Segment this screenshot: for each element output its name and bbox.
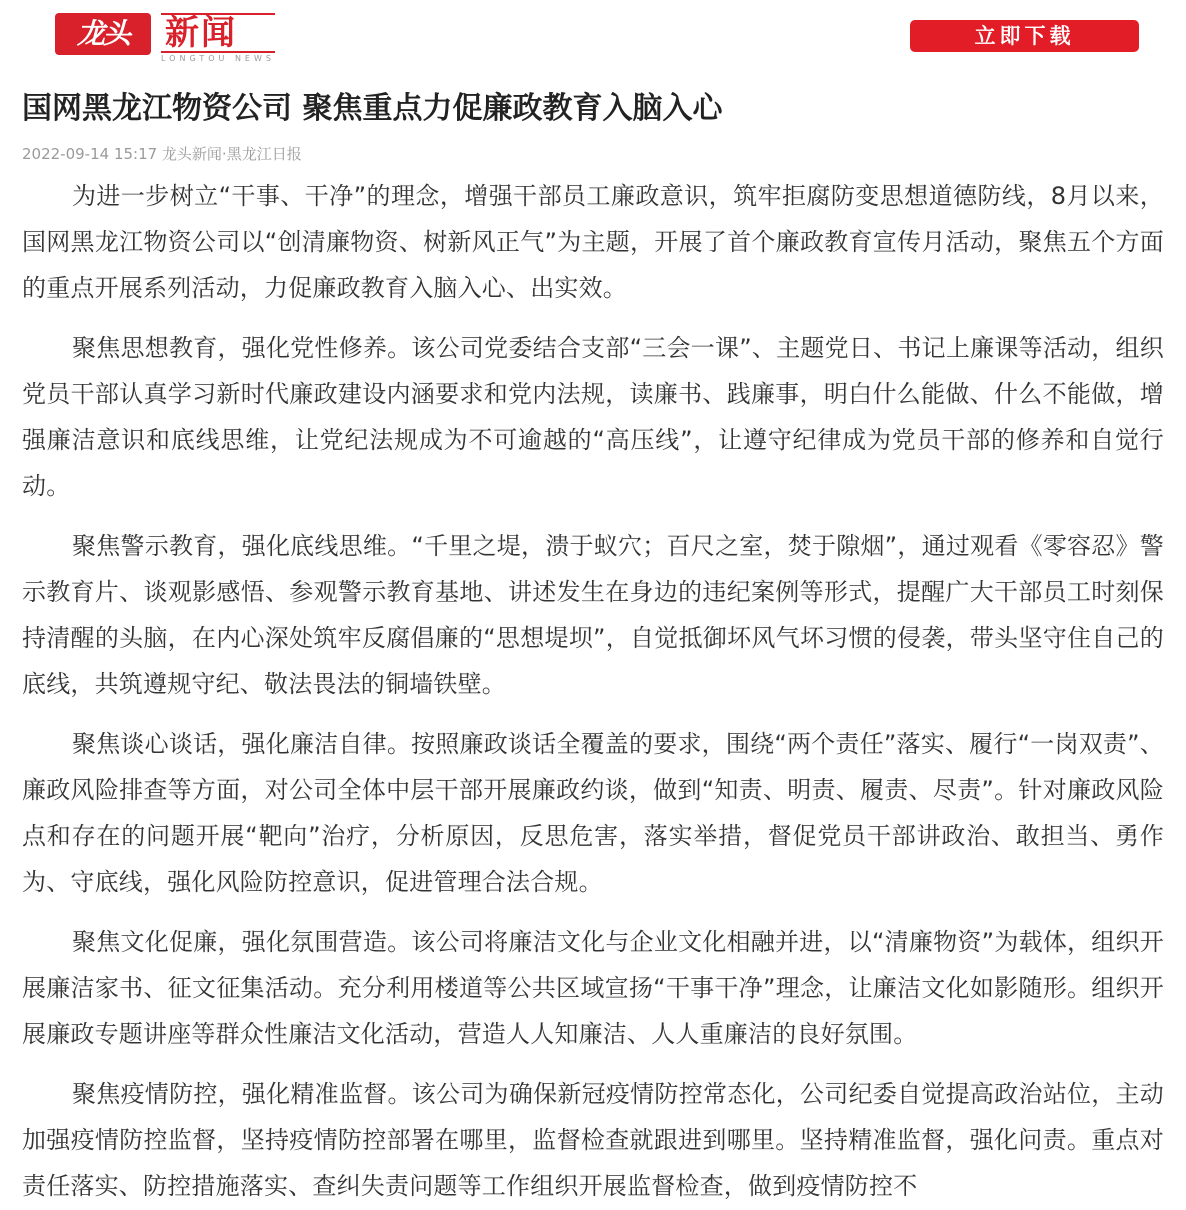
logo-main-text: 新闻 bbox=[161, 13, 275, 53]
article-paragraph: 聚焦疫情防控，强化精准监督。该公司为确保新冠疫情防控常态化，公司纪委自觉提高政治站位，主动加强疫情防控监督，坚持疫情防控部署在哪里，监督检查就跟进到哪里。坚持精准监督，强化问责。重点对责任落实、防控措施落实、查纠失责问题等工作组织开展监督检查，做到疫情防控不 bbox=[22, 1080, 1164, 1200]
article-paragraph: 聚焦谈心谈话，强化廉洁自律。按照廉政谈话全覆盖的要求，围绕“两个责任”落实、履行“一岗双责”、廉政风险排查等方面，对公司全体中层干部开展廉政约谈，做到“知责、明责、履责、尽责”。针对廉政风险点和存在的问题开展“靶向”治疗，分析原因，反思危害，落实举措，督促党员干部讲政治、敢担当、勇作为、守底线，强化风险防控意识，促进管理合法合规。 bbox=[22, 730, 1164, 896]
article-paragraph: 聚焦思想教育，强化党性修养。该公司党委结合支部“三会一课”、主题党日、书记上廉课等活动，组织党员干部认真学习新时代廉政建设内涵要求和党内法规，读廉书、践廉事，明白什么能做、什么不能做，增强廉洁意识和底线思维，让党纪法规成为不可逾越的“高压线”，让遵守纪律成为党员干部的修养和自觉行动。 bbox=[22, 334, 1164, 500]
article-paragraph: 聚焦文化促廉，强化氛围营造。该公司将廉洁文化与企业文化相融并进，以“清廉物资”为载体，组织开展廉洁家书、征文征集活动。充分利用楼道等公共区域宣扬“干事干净”理念，让廉洁文化如影随形。组织开展廉政专题讲座等群众性廉洁文化活动，营造人人知廉洁、人人重廉洁的良好氛围。 bbox=[22, 928, 1164, 1048]
article-title: 国网黑龙江物资公司 聚焦重点力促廉政教育入脑入心 bbox=[22, 91, 723, 126]
logo-sub-text: LONGTOU NEWS bbox=[161, 54, 275, 63]
article-body bbox=[22, 173, 1164, 1209]
logo-text bbox=[161, 13, 275, 63]
download-button[interactable]: 立即下载 bbox=[910, 20, 1139, 52]
article bbox=[0, 88, 1186, 1209]
logo[interactable] bbox=[55, 13, 275, 63]
article-paragraph: 为进一步树立“干事、干净”的理念，增强干部员工廉政意识，筑牢拒腐防变思想道德防线，8月以来，国网黑龙江物资公司以“创清廉物资、树新风正气”为主题，开展了首个廉政教育宣传月活动，聚焦五个方面的重点开展系列活动，力促廉政教育入脑入心、出实效。 bbox=[22, 182, 1164, 302]
logo-badge: 龙头 bbox=[55, 13, 151, 55]
header bbox=[0, 0, 1186, 78]
article-paragraph: 聚焦警示教育，强化底线思维。“千里之堤，溃于蚁穴；百尺之室，焚于隙烟”，通过观看《零容忍》警示教育片、谈观影感悟、参观警示教育基地、讲述发生在身边的违纪案例等形式，提醒广大干部员工时刻保持清醒的头脑，在内心深处筑牢反腐倡廉的“思想堤坝”，自觉抵御坏风气坏习惯的侵袭，带头坚守住自己的底线，共筑遵规守纪、敬法畏法的铜墙铁壁。 bbox=[22, 532, 1164, 698]
article-meta: 2022-09-14 15:17 龙头新闻·黑龙江日报 bbox=[22, 145, 302, 163]
